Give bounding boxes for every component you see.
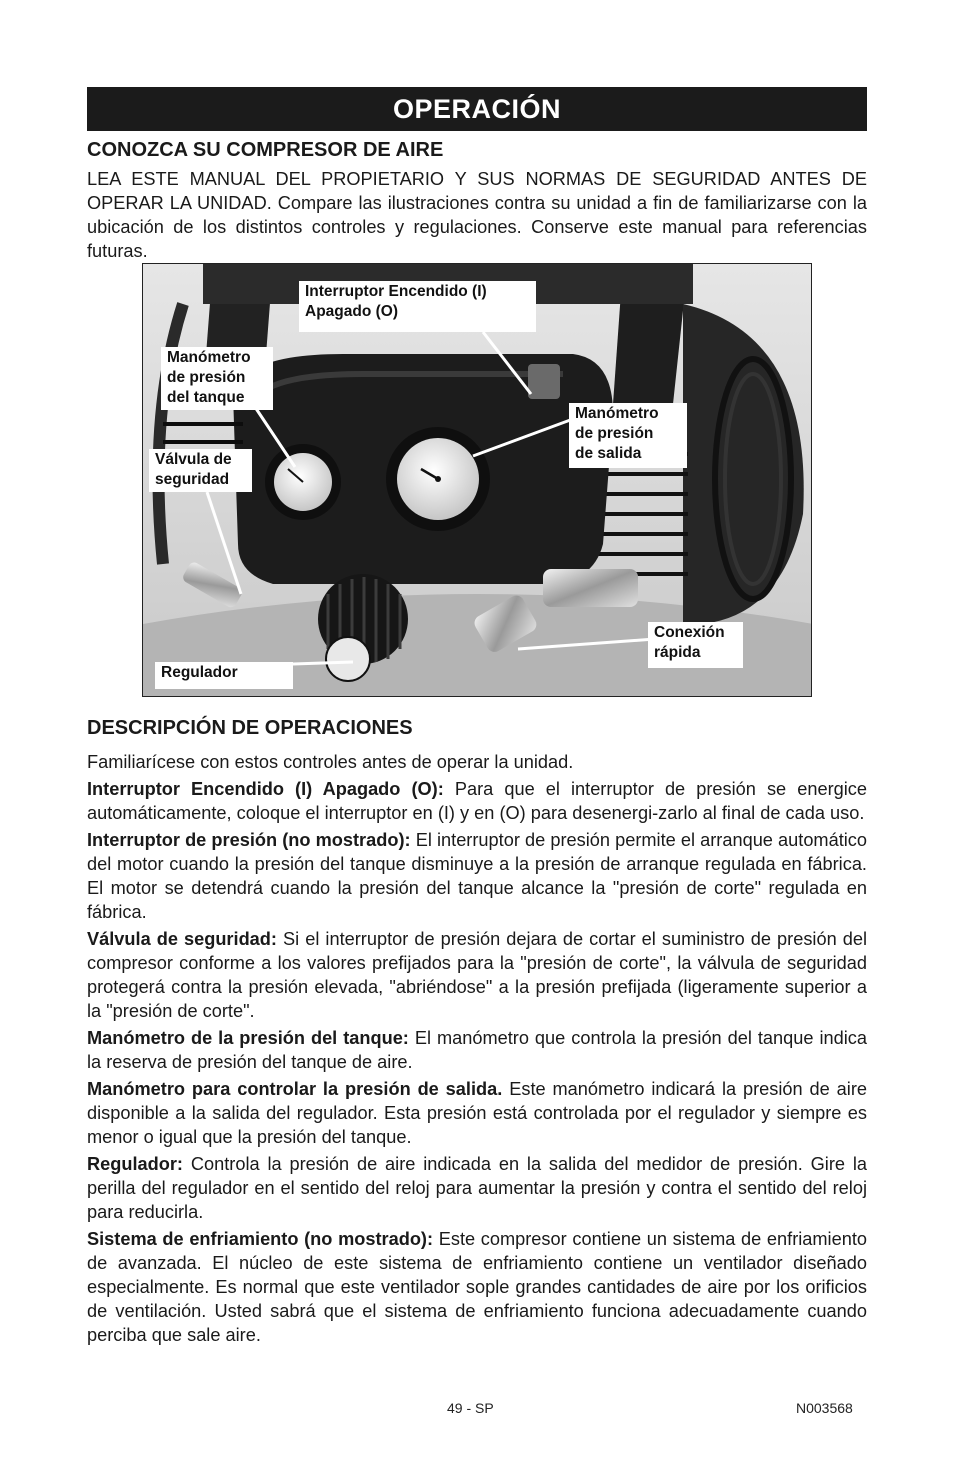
callout-switch-line2: Apagado (O) — [305, 303, 398, 320]
callout-coupler-line2: rápida — [654, 644, 701, 661]
item-cooling-system — [87, 1227, 867, 1347]
callout-tank-gauge-line3: del tanque — [167, 389, 245, 406]
page-number: 49 - SP — [447, 1400, 494, 1416]
item-term: Manómetro de la presión del tanque: — [87, 1028, 409, 1048]
callout-safety-line1: Válvula de — [155, 451, 232, 468]
callout-tank-gauge — [161, 347, 273, 410]
item-term: Sistema de enfriamiento (no mostrado): — [87, 1229, 434, 1249]
callout-coupler-line1: Conexión — [654, 624, 725, 641]
callout-switch-line1: Interruptor Encendido (I) — [305, 283, 487, 300]
item-term: Interruptor de presión (no mostrado): — [87, 830, 411, 850]
item-switch — [87, 777, 867, 825]
compressor-photo — [142, 263, 812, 697]
item-text: Controla la presión de aire indicada en la salida del medidor de presión. Gire la perilla del regulador en el sentido del reloj para aumentar la presión y contra el sentido del reloj para reducirla. — [87, 1154, 867, 1222]
section-banner: OPERACIÓN — [87, 87, 867, 131]
item-text: Este compresor contiene un sistema de enfriamiento de avanzada. El núcleo de este sistema de enfriamiento contiene un ventilador diseñado especialmente. Es normal que este ventilador sople grandes cantidades de aire por los orificios de ventilación. Usted sabrá que el sistema de enfriamiento funciona adecuadamente cuando perciba que sale aire. — [87, 1229, 867, 1345]
callout-switch — [299, 281, 536, 332]
item-text: El interruptor de presión permite el arranque automático del motor cuando la presión del tanque disminuye a la presión de arranque regulada en fábrica. El motor se detendrá cuando la presión del tanque alcance la "presión de corte" regulada en fábrica. — [87, 830, 867, 922]
callout-safety-line2: seguridad — [155, 471, 230, 488]
heading-descripcion: DESCRIPCIÓN DE OPERACIONES — [87, 717, 413, 739]
callout-regulator-line1: Regulador — [161, 664, 238, 681]
lead-paragraph: Familiarícese con estos controles antes de operar la unidad. — [87, 752, 574, 772]
callout-outlet-gauge — [569, 403, 687, 468]
operations-description — [87, 750, 867, 1350]
callout-outlet-gauge-line3: de salida — [575, 445, 642, 462]
callout-tank-gauge-line1: Manómetro — [167, 349, 251, 366]
callout-safety-valve — [149, 449, 252, 492]
item-text: El manómetro que controla la presión del tanque indica la reserva de presión del tanque de aire. — [87, 1028, 867, 1072]
item-outlet-gauge — [87, 1077, 867, 1149]
intro-paragraph: LEA ESTE MANUAL DEL PROPIETARIO Y SUS NORMAS DE SEGURIDAD ANTES DE OPERAR LA UNIDAD. Compare las ilustraciones contra su unidad a fin de familiarizarse con la ubicación de los distintos controles y regulaciones. Conserve este manual para referencias futuras. — [87, 169, 867, 261]
callout-regulator — [155, 662, 293, 689]
item-tank-gauge — [87, 1026, 867, 1074]
item-text: Si el interruptor de presión dejara de cortar el suministro de presión del compresor conforme a los valores prefijados para la "presión de corte", la válvula de seguridad protegerá contra la presión elevada, "abriéndose" a la presión prefijada (ligeramente superior a la "presión de corte". — [87, 929, 867, 1021]
item-text: Para que el interruptor de presión se energice automáticamente, coloque el interruptor en (I) y en (O) para desenergi-zarlo al final de cada uso. — [87, 779, 867, 823]
document-code: N003568 — [796, 1400, 853, 1416]
item-term: Manómetro para controlar la presión de salida. — [87, 1079, 503, 1099]
callout-quick-coupler — [648, 622, 743, 668]
item-term: Válvula de seguridad: — [87, 929, 277, 949]
item-pressure-switch — [87, 828, 867, 924]
item-regulator — [87, 1152, 867, 1224]
callout-tank-gauge-line2: de presión — [167, 369, 246, 386]
item-text: Este manómetro indicará la presión de aire disponible a la salida del regulador. Esta presión está controlada por el regulador y siempre es menor o igual que la presión del tanque. — [87, 1079, 867, 1147]
heading-conozca: CONOZCA SU COMPRESOR DE AIRE — [87, 139, 444, 161]
item-term: Interruptor Encendido (I) Apagado (O): — [87, 779, 444, 799]
item-term: Regulador: — [87, 1154, 183, 1174]
callout-outlet-gauge-line2: de presión — [575, 425, 654, 442]
callout-outlet-gauge-line1: Manómetro — [575, 405, 659, 422]
item-safety-valve — [87, 927, 867, 1023]
